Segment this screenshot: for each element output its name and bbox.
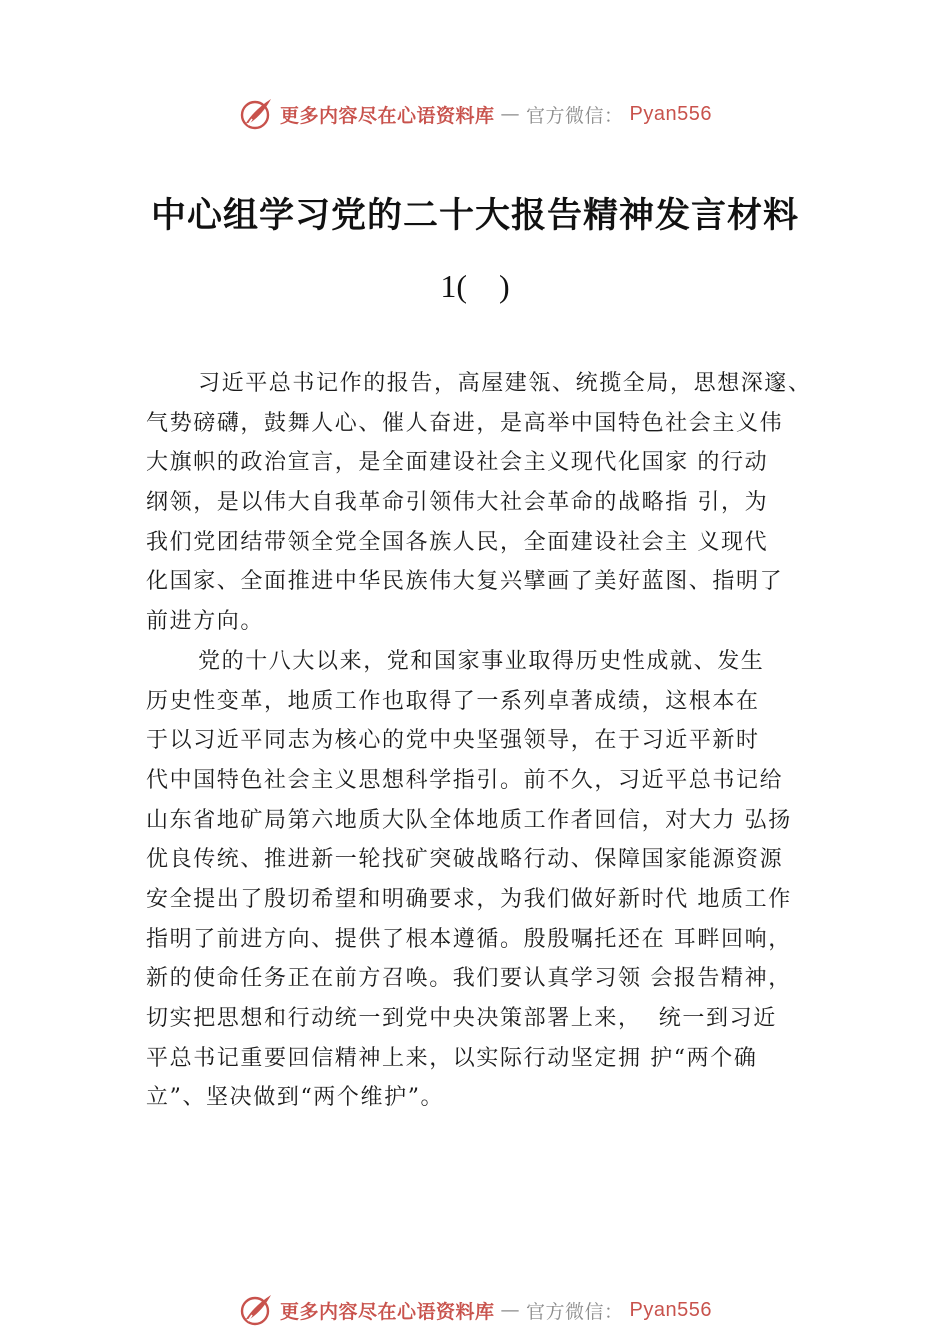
watermark-wechat-label: 官方微信： [526,1300,624,1323]
paragraph-line: 平总书记重要回信精神上来，以实际行动坚定拥 护“两个确 [146,1045,758,1071]
paragraph-line: 切实把思想和行动统一到党中央决策部署上来， 统一到习近 [146,1006,777,1031]
watermark-wechat-id: Pyan556 [629,102,712,125]
paragraph-line: 指明了前进方向、提供了根本遵循。殷殷嘱托还在 耳畔回响， [146,926,792,952]
watermark-wechat-label: 官方微信： [526,104,624,127]
paragraph-2 [146,642,846,1118]
paragraph-line: 安全提出了殷切希望和明确要求，为我们做好新时代 地质工作 [146,886,792,912]
watermark-dash: — [500,103,521,125]
paragraph-line: 山东省地矿局第六地质大队全体地质工作者回信，对大力 弘扬 [146,807,792,833]
watermark-wechat-id: Pyan556 [629,1298,712,1321]
watermark-site-name: 更多内容尽在心语资料库 [280,104,495,127]
paragraph-line: 代中国特色社会主义思想科学指引。前不久，习近平总书记给 [146,767,784,793]
paragraph-line: 化国家、全面推进中华民族伟大复兴擘画了美好蓝图、指明了 [146,569,784,595]
paragraph-line: 纲领，是以伟大自我革命引领伟大社会革命的战略指 引，为 [146,490,769,516]
paragraph-line: 党的十八大以来，党和国家事业取得历史性成就、发生 [198,648,765,674]
quill-logo-icon [238,1292,274,1328]
paragraph-line: 优良传统、推进新一轮找矿突破战略行动、保障国家能源资源 [146,847,784,873]
paragraph-line: 习近平总书记作的报告，高屋建瓴、统揽全局，思想深邃、 [198,371,812,396]
paragraph-line: 气势磅礴，鼓舞人心、催人奋进，是高举中国特色社会主义伟 [146,410,784,436]
paragraph-1 [146,364,846,642]
document-title: 中心组学习党的二十大报告精神发言材料 [150,195,799,236]
paragraph-line: 前进方向。 [146,609,265,635]
document-subtitle: 1( ) [440,268,510,304]
paragraph-line: 于以习近平同志为核心的党中央坚强领导，在于习近平新时 [146,728,760,754]
document-body [146,364,846,1118]
paragraph-line: 我们党团结带领全党全国各族人民，全面建设社会主 义现代 [146,529,769,555]
watermark-site-name: 更多内容尽在心语资料库 [280,1300,495,1323]
quill-logo-icon [238,96,274,132]
paragraph-line: 历史性变革，地质工作也取得了一系列卓著成绩，这根本在 [146,688,760,714]
paragraph-line: 立”、坚决做到“两个维护”。 [146,1085,445,1111]
paragraph-line: 大旗帜的政治宣言，是全面建设社会主义现代化国家 的行动 [146,450,769,476]
header-watermark [0,94,950,134]
watermark-dash: — [500,1299,521,1321]
footer-watermark [0,1290,950,1330]
paragraph-line: 新的使命任务正在前方召唤。我们要认真学习领 会报告精神， [146,966,792,992]
